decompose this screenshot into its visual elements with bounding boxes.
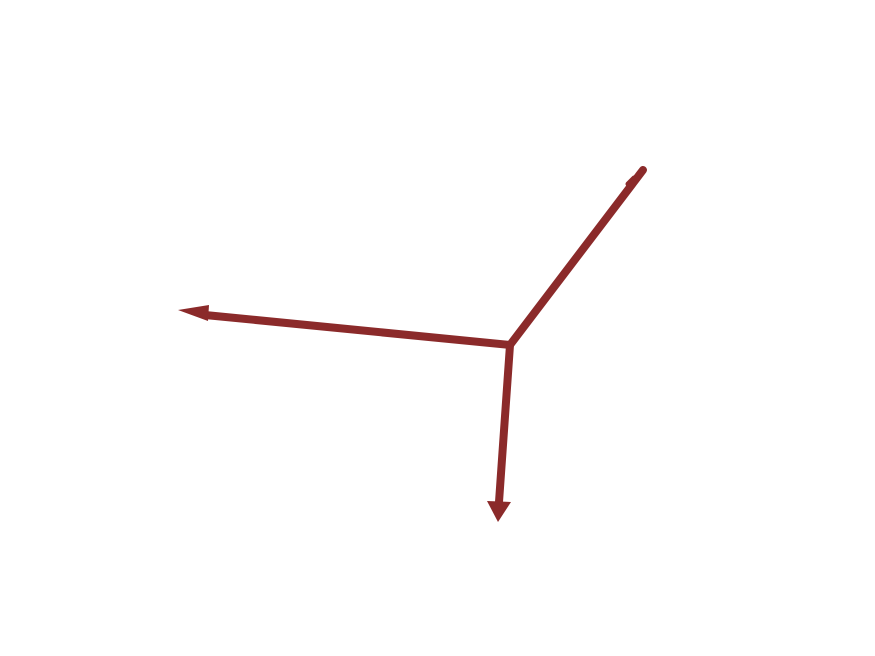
axis-upper-right-line bbox=[510, 170, 643, 345]
axis-down-line bbox=[499, 345, 510, 502]
axis-left-arrowhead bbox=[178, 305, 209, 321]
axis-down-arrowhead bbox=[487, 501, 511, 522]
axes-origin-point bbox=[506, 341, 514, 349]
axis-left-line bbox=[205, 315, 510, 345]
axes-origin-group bbox=[178, 170, 643, 522]
